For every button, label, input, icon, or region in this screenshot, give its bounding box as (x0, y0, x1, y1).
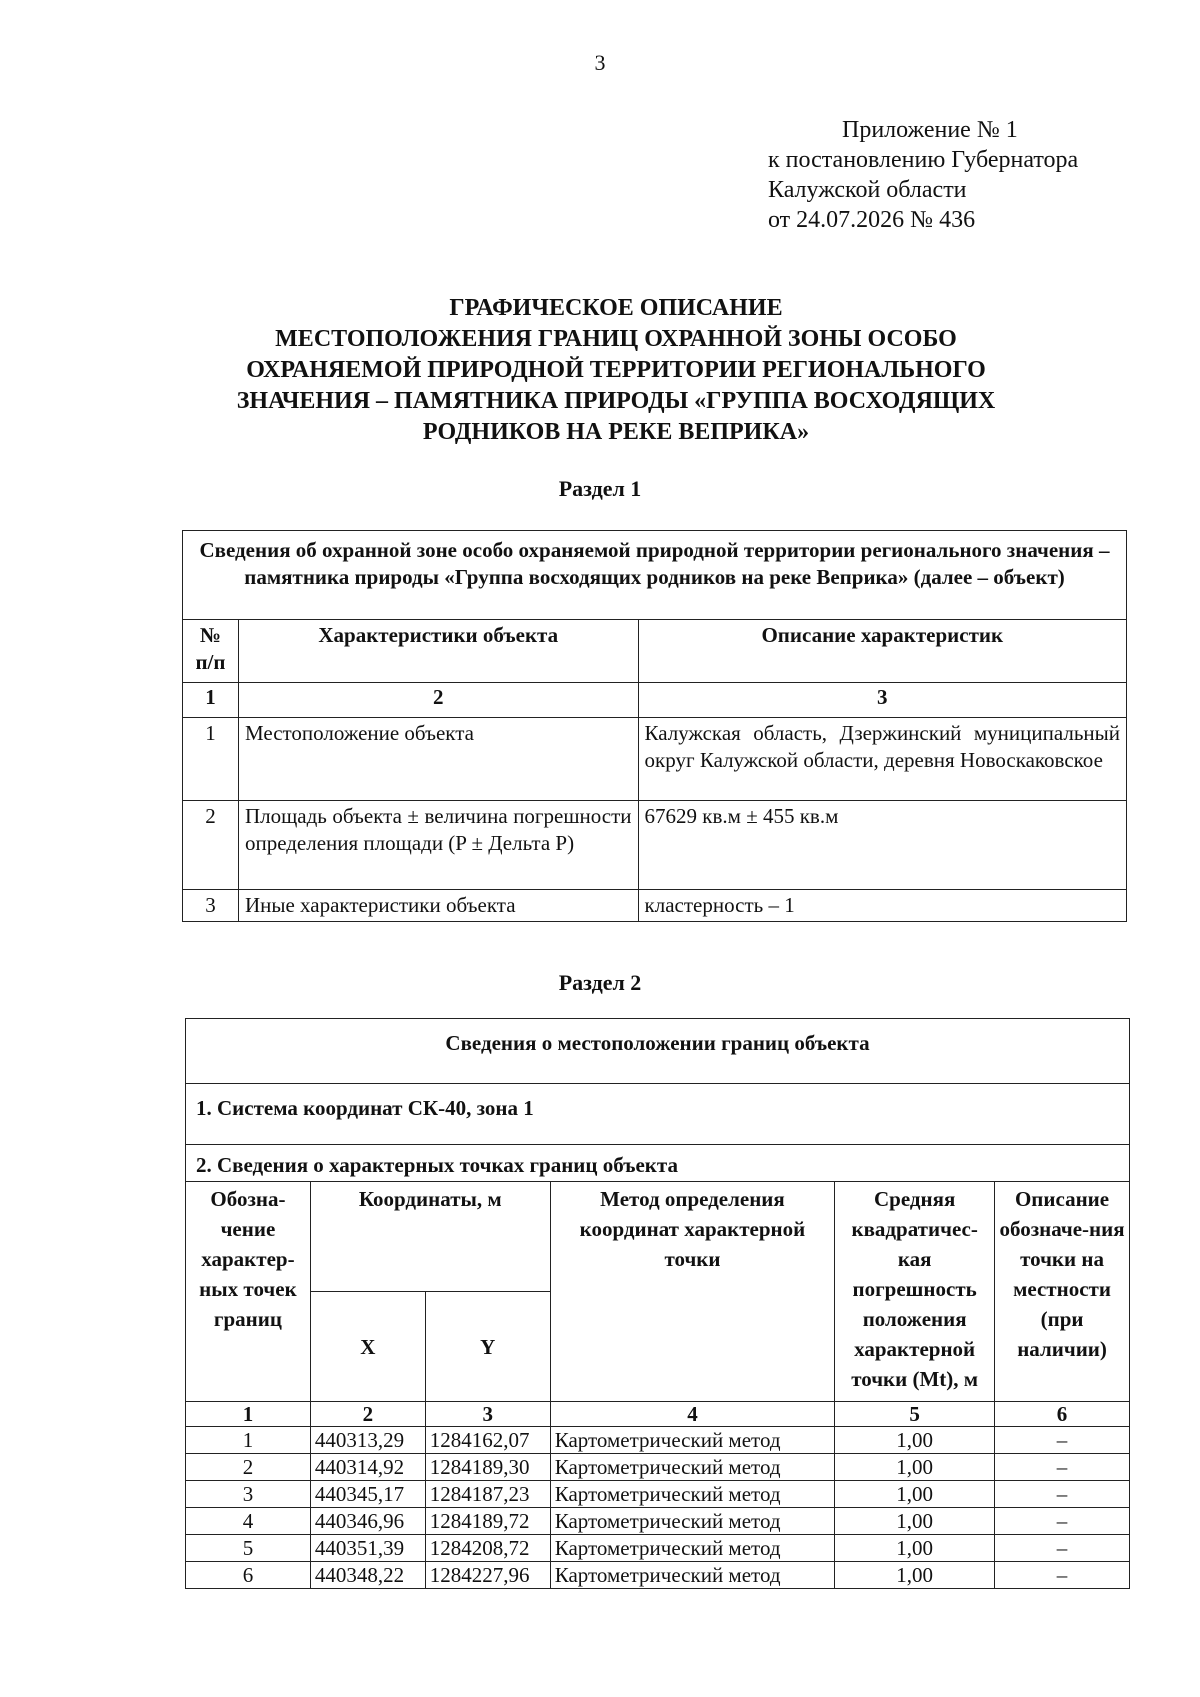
table-row (183, 801, 1127, 890)
points-caption: 2. Сведения о характерных точках границ объекта (186, 1145, 1130, 1182)
point-id: 6 (186, 1562, 311, 1589)
coordinate-system: 1. Система координат СК-40, зона 1 (186, 1084, 1130, 1145)
title-line: МЕСТОПОЛОЖЕНИЯ ГРАНИЦ ОХРАННОЙ ЗОНЫ ОСОБО (275, 326, 957, 352)
error: 1,00 (835, 1508, 995, 1535)
appendix-block (768, 115, 1078, 235)
title-line: ГРАФИЧЕСКОЕ ОПИСАНИЕ (449, 295, 783, 321)
header-coordinates: Координаты, м (310, 1182, 550, 1292)
point-id: 2 (186, 1454, 311, 1481)
table-row (186, 1427, 1130, 1454)
header-error: Средняя квадратичес-кая погрешность положения характерной точки (Mt), м (835, 1182, 995, 1402)
section-1-heading: Раздел 1 (558, 476, 642, 501)
error: 1,00 (835, 1454, 995, 1481)
coord-x: 440345,17 (310, 1481, 425, 1508)
method: Картометрический метод (550, 1535, 835, 1562)
row-description: 67629 кв.м ± 455 кв.м (638, 801, 1126, 890)
table-row (186, 1454, 1130, 1481)
row-description: Калужская область, Дзержинский муниципальный округ Калужской области, деревня Новоскаковское (638, 718, 1126, 801)
point-description: – (995, 1454, 1130, 1481)
coord-x: 440348,22 (310, 1562, 425, 1589)
header-designation: Обозна-чение характер-ных точек границ (186, 1182, 311, 1402)
method: Картометрический метод (550, 1562, 835, 1589)
appendix-line: Приложение № 1 (842, 117, 1018, 143)
header-characteristic: Характеристики объекта (238, 620, 638, 683)
point-id: 5 (186, 1535, 311, 1562)
col-number: 1 (186, 1402, 311, 1427)
coord-y: 1284208,72 (425, 1535, 550, 1562)
coord-x: 440346,96 (310, 1508, 425, 1535)
section-2-heading: Раздел 2 (558, 970, 642, 995)
point-description: – (995, 1427, 1130, 1454)
header-description: Описание характеристик (638, 620, 1126, 683)
title-line: ОХРАНЯЕМОЙ ПРИРОДНОЙ ТЕРРИТОРИИ РЕГИОНАЛЬНОГО (246, 357, 986, 383)
point-id: 3 (186, 1481, 311, 1508)
col-number: 5 (835, 1402, 995, 1427)
coord-x: 440314,92 (310, 1454, 425, 1481)
appendix-line: от 24.07.2026 № 436 (768, 207, 976, 233)
method: Картометрический метод (550, 1481, 835, 1508)
document-title (150, 293, 1082, 448)
row-characteristic: Местоположение объекта (238, 718, 638, 801)
header-x: X (310, 1292, 425, 1402)
coord-y: 1284189,30 (425, 1454, 550, 1481)
table-row (186, 1481, 1130, 1508)
error: 1,00 (835, 1535, 995, 1562)
table-row (186, 1535, 1130, 1562)
method: Картометрический метод (550, 1508, 835, 1535)
header-y: Y (425, 1292, 550, 1402)
point-id: 1 (186, 1427, 311, 1454)
point-description: – (995, 1562, 1130, 1589)
row-number: 3 (183, 890, 239, 922)
coord-y: 1284189,72 (425, 1508, 550, 1535)
section-1-caption: Сведения об охранной зоне особо охраняемой природной территории регионального значения – памятника природы «Группа восходящих родников на реке Веприка» (далее – объект) (183, 531, 1127, 620)
coord-y: 1284162,07 (425, 1427, 550, 1454)
point-description: – (995, 1508, 1130, 1535)
error: 1,00 (835, 1427, 995, 1454)
page-number: 3 (594, 50, 606, 75)
table-row (186, 1562, 1130, 1589)
section-2-caption: Сведения о местоположении границ объекта (186, 1019, 1130, 1084)
col-number: 6 (995, 1402, 1130, 1427)
header-num: № п/п (183, 620, 239, 683)
row-description: кластерность – 1 (638, 890, 1126, 922)
table-row (183, 718, 1127, 801)
section-2-table (185, 1018, 1130, 1589)
error: 1,00 (835, 1562, 995, 1589)
col-number: 3 (425, 1402, 550, 1427)
coord-y: 1284187,23 (425, 1481, 550, 1508)
coord-y: 1284227,96 (425, 1562, 550, 1589)
title-line: РОДНИКОВ НА РЕКЕ ВЕПРИКА» (422, 419, 810, 445)
coord-x: 440313,29 (310, 1427, 425, 1454)
table-row (186, 1508, 1130, 1535)
col-number: 1 (183, 683, 239, 718)
col-number: 2 (310, 1402, 425, 1427)
error: 1,00 (835, 1481, 995, 1508)
col-number: 3 (638, 683, 1126, 718)
table-row (183, 890, 1127, 922)
header-method: Метод определения координат характерной точки (550, 1182, 835, 1402)
section-1-table (182, 530, 1127, 922)
point-id: 4 (186, 1508, 311, 1535)
coord-x: 440351,39 (310, 1535, 425, 1562)
col-number: 4 (550, 1402, 835, 1427)
title-line: ЗНАЧЕНИЯ – ПАМЯТНИКА ПРИРОДЫ «ГРУППА ВОСХОДЯЩИХ (236, 388, 996, 414)
method: Картометрический метод (550, 1454, 835, 1481)
row-characteristic: Площадь объекта ± величина погрешности определения площади (P ± Дельта P) (238, 801, 638, 890)
appendix-line: Калужской области (768, 177, 967, 203)
method: Картометрический метод (550, 1427, 835, 1454)
row-number: 1 (183, 718, 239, 801)
appendix-line: к постановлению Губернатора (768, 147, 1079, 173)
row-number: 2 (183, 801, 239, 890)
row-characteristic: Иные характеристики объекта (238, 890, 638, 922)
point-description: – (995, 1481, 1130, 1508)
point-description: – (995, 1535, 1130, 1562)
header-point-description: Описание обозначе-ния точки на местности (при наличии) (995, 1182, 1130, 1402)
col-number: 2 (238, 683, 638, 718)
